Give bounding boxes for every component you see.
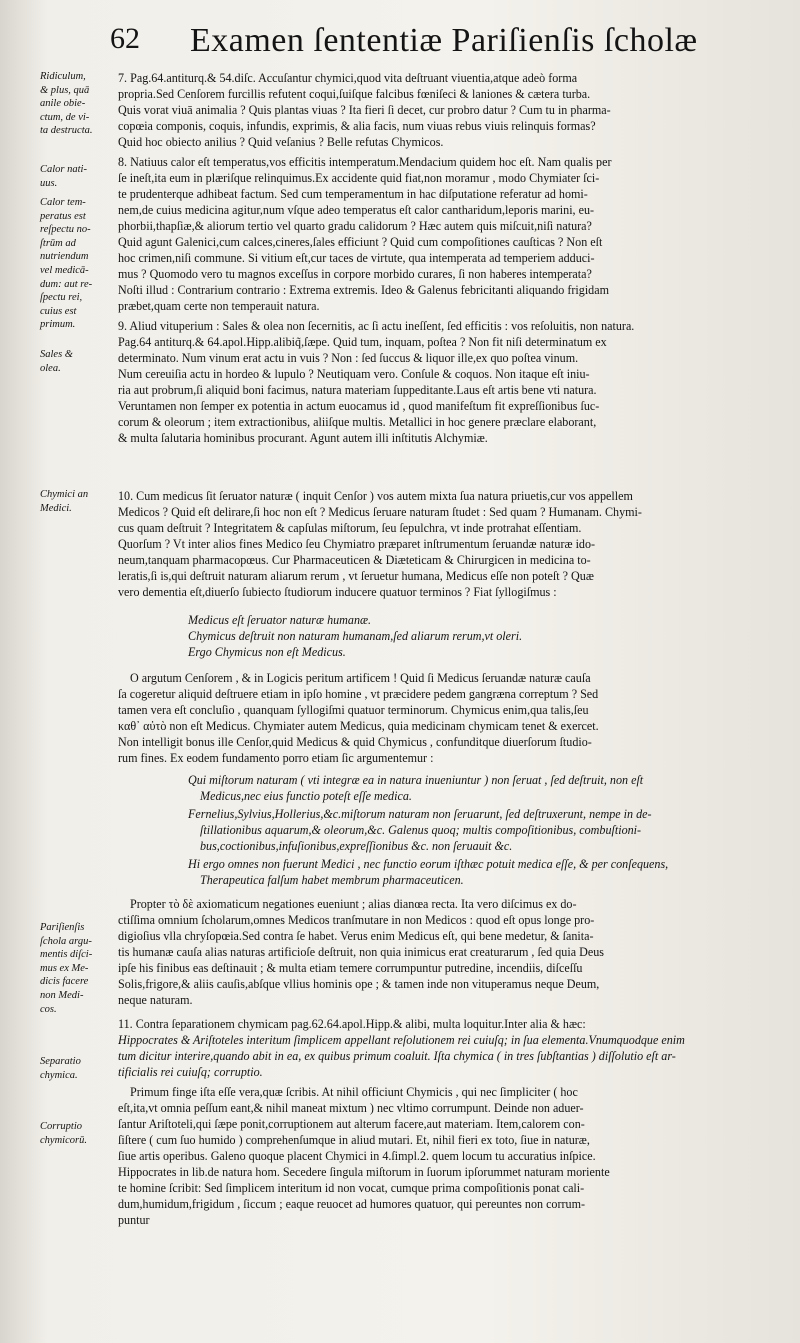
text-line: Hippocrates & Ariſtoteles interitum ſimplicem appellant reſolutionem rei cuiuſq; in ſua elementa.Vnumquodque enim	[118, 1033, 685, 1047]
margin-note: Calor tem- peratus est reſpectu no- ſtrūm ad nutriendum vel medicā- dum: aut re- ſpectu rei, cuius est primum.	[40, 197, 93, 331]
text-line: te homine ſcribit: Sed ſimplicem interitum id non vocat, cumque prima compoſitionis ponat cali-	[118, 1181, 585, 1195]
text-line: O argutum Cenſorem , & in Logicis peritum artificem ! Quid ſi Medicus ſeruandæ naturæ cauſa	[130, 671, 591, 685]
text-line: ſa cogeretur aliquid deſtruere etiam in ipſo homine , vt præcidere pedem gangræna correptum ? Sed	[118, 687, 599, 701]
syllogism-line: Fernelius,Sylvius,Hollerius,&c.miſtorum naturam non ſeruarunt, ſed deſtruxerunt, nempe in de-	[188, 807, 652, 821]
text-line: dum,humidum,frigidum , ſiccum ; eaque reuocet ad humores quatuor, qui pereuntes non corrum-	[118, 1197, 586, 1211]
text-line: determinato. Num vinum erat actu in vuis ? Non : ſed ſuccus & liquor ille,ex quo poſtea vinum.	[118, 351, 579, 365]
text-line: ſantur Ariſtoteli,qui ſæpe ponit,corruptionem aut alterum facere,aut materiam. Item,calorem con-	[118, 1117, 585, 1131]
syllogism-line: Hi ergo omnes non fuerunt Medici , nec functio eorum iſthæc potuit medica eſſe, & per conſequens,	[188, 857, 669, 871]
margin-note: Calor nati- uus.	[40, 164, 87, 189]
text-line: ctiſſima omnium ſcholarum,omnes Medicos tranſmutare in non Medicos : quod eſt opus longe pro-	[118, 913, 595, 927]
syllogism-line: Ergo Chymicus non eſt Medicus.	[188, 645, 346, 659]
text-line: καθ᾽ αὐτὸ non eſt Medicus. Chymiater autem Medicus, quia medicinam chymicam tenet & exercet.	[118, 719, 599, 733]
syllogism-line: Medicus,nec eius functio poteſt eſſe medica.	[200, 789, 412, 803]
text-line: 8. Natiuus calor eſt temperatus,vos efficitis intemperatum.Mendacium quidem hoc eſt. Nam qualis per	[118, 155, 612, 169]
text-line: Quorſum ? Vt inter alios fines Medico ſeu Chymiatro præparet inſtrumentum ſeruandæ naturæ ido-	[118, 537, 596, 551]
text-line: ſe ineſt,ita eum in plæriſque relinquimus.Ex accidente quid fiat,non moramur , modo Chymiater ſci-	[118, 171, 600, 185]
syllogism-line: Medicus eſt ſeruator naturæ humanæ.	[188, 613, 372, 627]
text-line: cus quam deſtruit ? Integritatem & capſulas miſtorum, ſeu ſepulchra, vt inde protrahat eſſentiam.	[118, 521, 582, 535]
text-line: Quis vorat viuā animalia ? Quis plantas viuas ? Ita fieri ſi decet, cur probro datur ? Cum tu in pharma-	[118, 103, 611, 117]
text-line: vero dementia eſt,diuerſo ſubiecto ſtudiorum inducere quatuor terminos ? Fiat ſyllogiſmus :	[118, 585, 557, 599]
text-line: Non intelligit bonus ille Cenſor,quid Medicus & quid Chymicus , confunditque diuerſorum ſtudio-	[118, 735, 592, 749]
text-line: Pag.64 antiturq.& 64.apol.Hipp.alibiq̃,ſæpe. Quid tum, inquam, poſtea ? Non fit niſi determinatum ex	[118, 335, 607, 349]
text-line: Noſti illud : Contrarium contrario : Extrema extremis. Ideo & Galenus febricitanti aliquando frigidam	[118, 283, 610, 297]
text-line: ſiue artis operibus. Galeno quoque placent Chymici in 4.ſimpl.2. quem locum tu accuratius inſpice.	[118, 1149, 596, 1163]
text-line: ſiſtere ( cum ſuo humido ) comprehenſumque in aliud mutari. Et, nihil fieri ex toto, ſiue in naturæ,	[118, 1133, 590, 1147]
text-line: corum & oleorum ; item extractionibus, aliiſque multis. Metallici in hoc genere præclare elaborant,	[118, 415, 597, 429]
text-line: ria aut probrum,ſi aliquid boni facimus, natura materiam ſuppeditante.Laus eſt artis bene vti natura.	[118, 383, 597, 397]
text-line: 9. Aliud vituperium : Sales & olea non ſecernitis, ac ſi actu ineſſent, ſed efficitis : vos reſoluitis, non natura.	[118, 319, 635, 333]
margin-note: Corruptio chymicorū.	[40, 1121, 87, 1146]
syllogism-line: bus,coctionibus,infuſionibus,expreſſionibus &c. non ſeruauit &c.	[200, 839, 513, 853]
text-line: Solis,frigore,& aliis cauſis,abſque vllius hominis ope ; & tamen inde non vituperamus neque Deum,	[118, 977, 600, 991]
text-line: te prudenterque adhibeat factum. Sed cum temperamentum in hac diſputatione referatur ad homi-	[118, 187, 588, 201]
text-line: Veruntamen non ſemper ex potentia in actum euocamus id , quod manifeſtum fit expreſſionibus ſuc-	[118, 399, 600, 413]
text-line: mus ? Quomodo vero tu magnos exceſſus in corpore morbido curares, ſi non haberes intemperata?	[118, 267, 592, 281]
running-title: Examen ſententiæ Pariſienſis ſcholæ	[190, 22, 698, 59]
margin-note: Ridiculum, & plus, quā anile obie- ctum, de vi- ta destructa.	[40, 71, 93, 137]
margin-notes	[40, 68, 115, 1328]
margin-note: Pariſienſis ſchola argu- mentis diſci- mus ex Me- dicis facere non Medi- cos.	[40, 922, 93, 1015]
text-line: Hippocrates in lib.de natura hom. Secedere ſingula miſtorum in ſuorum ipſorummet naturam moriente	[118, 1165, 610, 1179]
text-line: Quid agunt Galenici,cum calces,cineres,ſales efficiunt ? Quid cum compoſitiones cauſticas ? Non eſt	[118, 235, 603, 249]
body-text	[118, 64, 793, 1339]
text-line: tamen vera eſt concluſio , quanquam ſyllogiſmi quatuor terminorum. Chymicus enim,qua talis,ſeu	[118, 703, 589, 717]
text-line: Quid hoc obiecto anilius ? Quid veſanius ? Belle refutas Chymicos.	[118, 135, 444, 149]
text-line: Num cereuiſia actu in hordeo & lupulo ? Neutiquam vero. Conſule & coquos. Non itaque eſt iniu-	[118, 367, 590, 381]
text-line: tis humanæ cauſa alias naturas artificioſe deſtruit, non quia inimicus erat creaturarum , ſed quia Deus	[118, 945, 604, 959]
syllogism-line: Qui miſtorum naturam ( vti integræ ea in natura inueniuntur ) non ſeruat , ſed deſtruit, non eſt	[188, 773, 644, 787]
text-line: neum,tanquam pharmacopœus. Cur Pharmaceuticen & Diæteticam & Chirurgicen in medicina to-	[118, 553, 591, 567]
margin-note: Chymici an Medici.	[40, 489, 89, 514]
page-number: 62	[110, 22, 140, 55]
text-line: phorbii,thapſiæ,& aliorum tertio vel quarto gradu calidorum ? Hæc autem quis miſcuit,niſi natura?	[118, 219, 592, 233]
text-line: tum dicitur interire,quando abit in ea, ex quibus primum coaluit. Iſta chymica ( in tres ſubſtantias ) diſſolutio eſt ar-	[118, 1049, 676, 1063]
text-line: & multa ſalutaria hominibus procurant. Agunt autem illi inſtitutis Alchymiæ.	[118, 431, 488, 445]
text-line: copœia componis, coquis, infundis, exprimis, & alia facis, num viuas rebus viuis relinquis formas?	[118, 119, 596, 133]
text-line: 10. Cum medicus ſit ſeruator naturæ ( inquit Cenſor ) vos autem mixta ſua natura priuetis,cur vos appellem	[118, 489, 633, 503]
syllogism-line: Therapeutica falſum habet membrum pharmaceuticen.	[200, 873, 464, 887]
text-line: tificialis rei cuiuſq; corruptio.	[118, 1065, 263, 1079]
text-line: Propter τὸ δὲ axiomaticum negationes eueniunt ; alias dianœa recta. Ita vero diſcimus ex do-	[130, 897, 577, 911]
text-line: Medicos ? Quid eſt delirare,ſi hoc non eſt ? Medicus ſeruare naturam ſtudet : Sed quam ? Humanam. Chymi-	[118, 505, 642, 519]
syllogism-line: ſtillationibus aquarum,& oleorum,&c. Galenus quoq; multis compoſitionibus, combuſtioni-	[200, 823, 642, 837]
text-line: propria.Sed Cenſorem furcillis refutent coqui,ſuiſque falcibus fœniſeci & laniones & cætera turba.	[118, 87, 591, 101]
text-line: neque naturam.	[118, 993, 193, 1007]
margin-note: Sales & olea.	[40, 349, 73, 374]
page-header	[110, 18, 790, 66]
text-line: ipſe his finibus eas deſtinauit ; & multa etiam temere corrumpuntur putredine, incendiis, diſceſſu	[118, 961, 583, 975]
text-line: 11. Contra ſeparationem chymicam pag.62.64.apol.Hipp.& alibi, multa loquitur.Inter alia & hæc:	[118, 1017, 586, 1031]
text-line: rum fines. Ex eodem fundamento porro etiam ſic argumentemur :	[118, 751, 434, 765]
text-line: puntur	[118, 1213, 150, 1227]
text-line: eſt,ita,vt omnia peſſum eant,& nihil maneat mixtum ) nec vltimo corrumpunt. Deinde non aduer-	[118, 1101, 584, 1115]
text-line: hoc crimen,niſi commune. Si vitium eſt,cur taces de virtute, qua intemperata ad temperiem adduci-	[118, 251, 595, 265]
text-line: præbet,quam certe non temperauit natura.	[118, 299, 320, 313]
text-line: digioſius vlla chryſopœia.Sed contra ſe habet. Verus enim Medicus eſt, qui bene medetur, & ſanita-	[118, 929, 594, 943]
text-line: 7. Pag.64.antiturq.& 54.diſc. Accuſantur chymici,quod vita deſtruant viuentia,atque adeò forma	[118, 71, 578, 85]
syllogism-line: Chymicus deſtruit non naturam humanam,ſed aliarum rerum,vt oleri.	[188, 629, 523, 643]
margin-note: Separatio chymica.	[40, 1056, 81, 1081]
text-line: Primum finge iſta eſſe vera,quæ ſcribis. At nihil officiunt Chymicis , qui nec ſimpliciter ( hoc	[130, 1085, 578, 1099]
text-line: leratis,ſi is,qui deſtruit naturam aliarum rerum , vt ſeruetur humana, Medicus eſſe non poteſt ? Quæ	[118, 569, 594, 583]
text-line: nem,de cuius medicina agitur,num vſque adeo temperatus eſt calor cantharidum,leporis marini, eu-	[118, 203, 595, 217]
